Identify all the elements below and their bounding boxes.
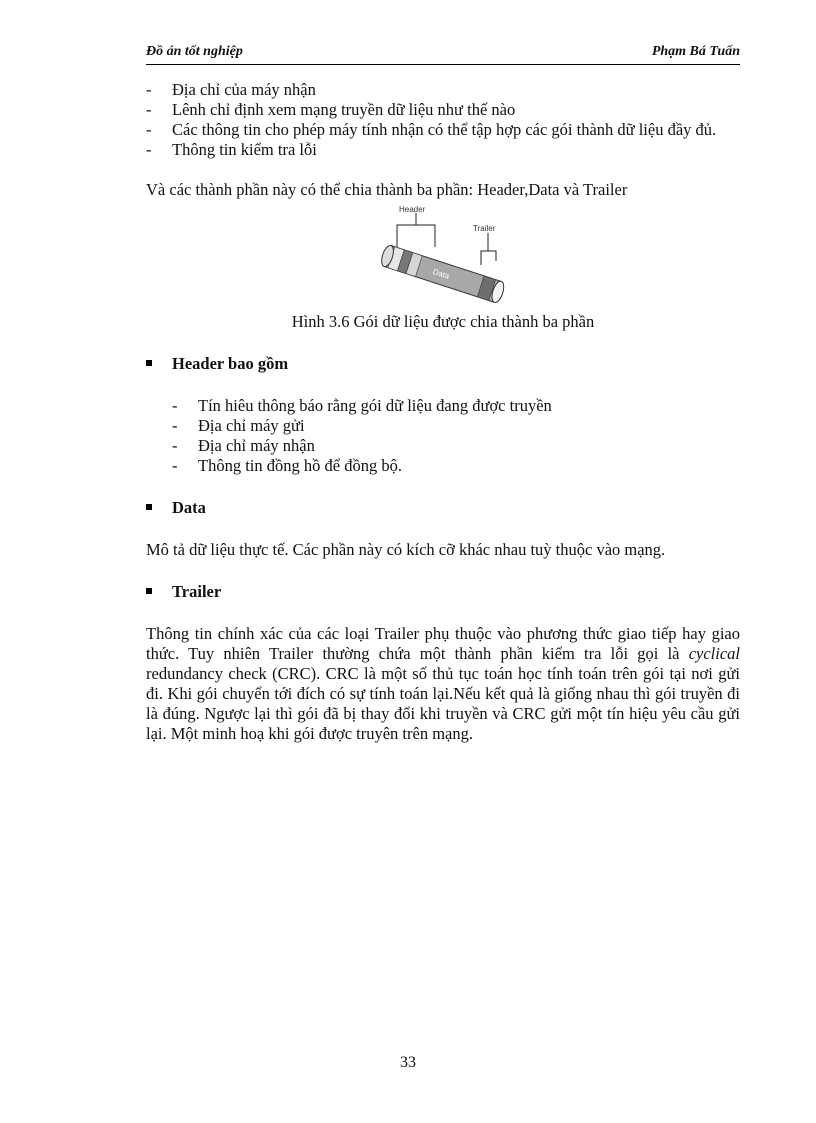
list-item: - Tín hiêu thông báo rằng gói dữ liệu đang được truyền <box>172 396 740 416</box>
intro-sentence: Và các thành phần này có thể chia thành ba phần: Header,Data và Trailer <box>146 180 628 199</box>
data-paragraph: Mô tả dữ liệu thực tế. Các phần này có kích cỡ khác nhau tuỳ thuộc vào mạng. <box>146 540 666 559</box>
list-item: - Các thông tin cho phép máy tính nhận có thể tập hợp các gói thành dữ liệu đầy đủ. <box>146 120 740 140</box>
list-item: - Địa chỉ của máy nhận <box>146 80 740 100</box>
section-title: Trailer <box>172 582 222 601</box>
page-content <box>146 80 740 744</box>
list-item: - Địa chỉ máy gửi <box>172 416 740 436</box>
trailer-label: Trailer <box>473 224 496 233</box>
data-label: Data <box>431 267 451 281</box>
intro-list <box>146 80 740 160</box>
packet-cylinder <box>379 244 506 304</box>
header-right: Phạm Bá Tuấn <box>651 44 740 59</box>
header-items-list <box>172 396 740 476</box>
header-left: Đồ án tốt nghiệp <box>146 44 243 59</box>
list-item: - Thông tin đồng hồ để đồng bộ. <box>172 456 740 476</box>
section-trailer-title <box>146 582 740 602</box>
packet-figure <box>363 203 523 308</box>
header-label: Header <box>399 205 426 214</box>
section-data-title <box>146 498 740 518</box>
trailer-text-after: redundancy check (CRC). CRC là một số thủ tục toán học tính toán trên gói tại nơi gửi đi. Khi gói chuyển tới đích có sự tính toán lại.Nếu kết quả là giống nhau thì gói truyền đi là đúng. Ngược lại thì gói đã bị thay đổi khi truyền và CRC gửi một tín hiệu yêu cầu gửi lại. Một minh hoạ khi gói được truyên trên mạng. <box>146 664 740 743</box>
section-header-title <box>146 354 740 374</box>
square-bullet-icon <box>146 588 152 594</box>
section-title: Data <box>172 498 206 517</box>
packet-diagram <box>363 203 523 308</box>
square-bullet-icon <box>146 360 152 366</box>
section-title: Header bao gồm <box>172 354 289 373</box>
trailer-paragraph <box>146 624 740 744</box>
page-number: 33 <box>400 1054 416 1071</box>
list-item: - Địa chỉ máy nhận <box>172 436 740 456</box>
page-header <box>146 40 740 65</box>
list-item: - Thông tin kiểm tra lỗi <box>146 140 740 160</box>
square-bullet-icon <box>146 504 152 510</box>
list-item: - Lênh chỉ định xem mạng truyền dữ liệu như thế nào <box>146 100 740 120</box>
figure-caption: Hình 3.6 Gói dữ liệu được chia thành ba phần <box>291 312 595 331</box>
trailer-text-before: Thông tin chính xác của các loại Trailer phụ thuộc vào phương thức giao tiếp hay giao thức. Tuy nhiên Trailer thường chứa một thành phần kiểm tra lỗi gọi là <box>146 624 740 663</box>
trailer-text-italic: cyclical <box>688 644 740 663</box>
trailer-bracket <box>481 251 496 265</box>
